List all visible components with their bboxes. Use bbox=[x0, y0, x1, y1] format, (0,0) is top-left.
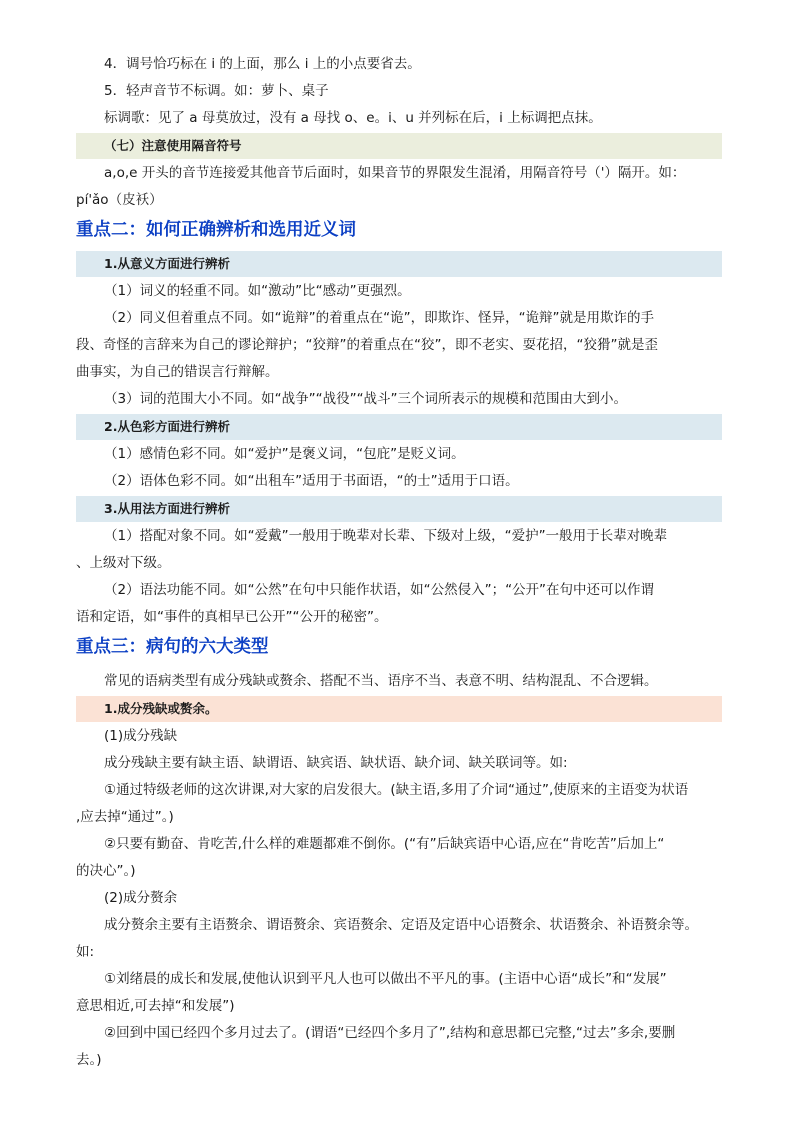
key2-sub1-p2-line1: （2）同义但着重点不同。如“诡辩”的着重点在“诡”，即欺诈、怪异，“诡辩”就是用欺诈的手 bbox=[104, 310, 655, 326]
key2-sub2-p2: （2）语体色彩不同。如“出租车”适用于书面语，“的士”适用于口语。 bbox=[104, 473, 519, 489]
key3-a-example-1-line1: ①通过特级老师的这次讲课,对大家的启发很大。(缺主语,多用了介词“通过”,使原来的主语变为状语 bbox=[104, 782, 689, 798]
key3-heading: 重点三：病句的六大类型 bbox=[76, 637, 269, 657]
key2-sub2-header: 2.从色彩方面进行辨析 bbox=[76, 414, 722, 440]
key3-b-title: (2)成分赘余 bbox=[104, 890, 178, 906]
key3-a-example-2-line2: 的决心”。) bbox=[76, 863, 136, 879]
key2-sub1-p1: （1）词义的轻重不同。如“激动”比“感动”更强烈。 bbox=[104, 283, 411, 299]
key3-intro: 常见的语病类型有成分残缺或赘余、搭配不当、语序不当、表意不明、结构混乱、不合逻辑。 bbox=[104, 673, 658, 689]
key3-a-desc: 成分残缺主要有缺主语、缺谓语、缺宾语、缺状语、缺介词、缺关联词等。如: bbox=[104, 755, 568, 771]
section-7-line-2: pí'ǎo（皮袄） bbox=[76, 192, 163, 208]
key3-b-example-2-line2: 去。) bbox=[76, 1052, 102, 1068]
key2-sub3-p2-line2: 语和定语，如“事件的真相早已公开”“公开的秘密”。 bbox=[76, 609, 388, 625]
key2-sub2-p1: （1）感情色彩不同。如“爱护”是褒义词，“包庇”是贬义词。 bbox=[104, 446, 465, 462]
key2-sub3-p1-line2: 、上级对下级。 bbox=[76, 555, 171, 571]
key2-sub3-header: 3.从用法方面进行辨析 bbox=[76, 496, 722, 522]
key2-sub3-p1-line1: （1）搭配对象不同。如“爱戴”一般用于晚辈对长辈、下级对上级，“爱护”一般用于长辈对晚辈 bbox=[104, 528, 668, 544]
key2-sub1-p3: （3）词的范围大小不同。如“战争”“战役”“战斗”三个词所表示的规模和范围由大到小。 bbox=[104, 391, 628, 407]
key3-b-example-1-line2: 意思相近,可去掉“和发展”) bbox=[76, 998, 235, 1014]
key3-b-desc-line2: 如: bbox=[76, 944, 95, 960]
key3-b-example-2-line1: ②回到中国已经四个多月过去了。(谓语“已经四个多月了”,结构和意思都已完整,“过去”多余,要删 bbox=[104, 1025, 676, 1041]
tone-song: 标调歌：见了 a 母莫放过，没有 a 母找 o、e。i、u 并列标在后，i 上标调把点抹。 bbox=[104, 110, 602, 126]
key2-sub3-p2-line1: （2）语法功能不同。如“公然”在句中只能作状语，如“公然侵入”；“公开”在句中还可以作谓 bbox=[104, 582, 655, 598]
key3-sub1-header: 1.成分残缺或赘余。 bbox=[76, 696, 722, 722]
key3-a-example-1-line2: ,应去掉“通过”。) bbox=[76, 809, 174, 825]
section-7-header: （七）注意使用隔音符号 bbox=[76, 133, 722, 159]
section-7-line-1: a,o,e 开头的音节连接爱其他音节后面时，如果音节的界限发生混淆，用隔音符号（'）隔开。如： bbox=[104, 165, 686, 181]
key2-sub1-header: 1.从意义方面进行辨析 bbox=[76, 251, 722, 277]
rule-5: 5．轻声音节不标调。如：萝卜、桌子 bbox=[104, 83, 329, 99]
key3-a-title: (1)成分残缺 bbox=[104, 728, 178, 744]
key2-heading: 重点二：如何正确辨析和选用近义词 bbox=[76, 220, 356, 240]
key2-sub1-p2-line2: 段、奇怪的言辞来为自己的谬论辩护；“狡辩”的着重点在“狡”，即不老实、耍花招，“狡猾”就是歪 bbox=[76, 337, 658, 353]
key3-a-example-2-line1: ②只要有勤奋、肯吃苦,什么样的难题都难不倒你。(“有”后缺宾语中心语,应在“肯吃苦”后加上“ bbox=[104, 836, 665, 852]
key3-b-example-1-line1: ①刘绪晨的成长和发展,使他认识到平凡人也可以做出不平凡的事。(主语中心语“成长”和“发展” bbox=[104, 971, 667, 987]
key2-sub1-p2-line3: 曲事实，为自己的错误言行辩解。 bbox=[76, 364, 279, 380]
key3-b-desc-line1: 成分赘余主要有主语赘余、谓语赘余、宾语赘余、定语及定语中心语赘余、状语赘余、补语赘余等。 bbox=[104, 917, 698, 933]
rule-4: 4．调号恰巧标在 i 的上面，那么 i 上的小点要省去。 bbox=[104, 56, 421, 72]
